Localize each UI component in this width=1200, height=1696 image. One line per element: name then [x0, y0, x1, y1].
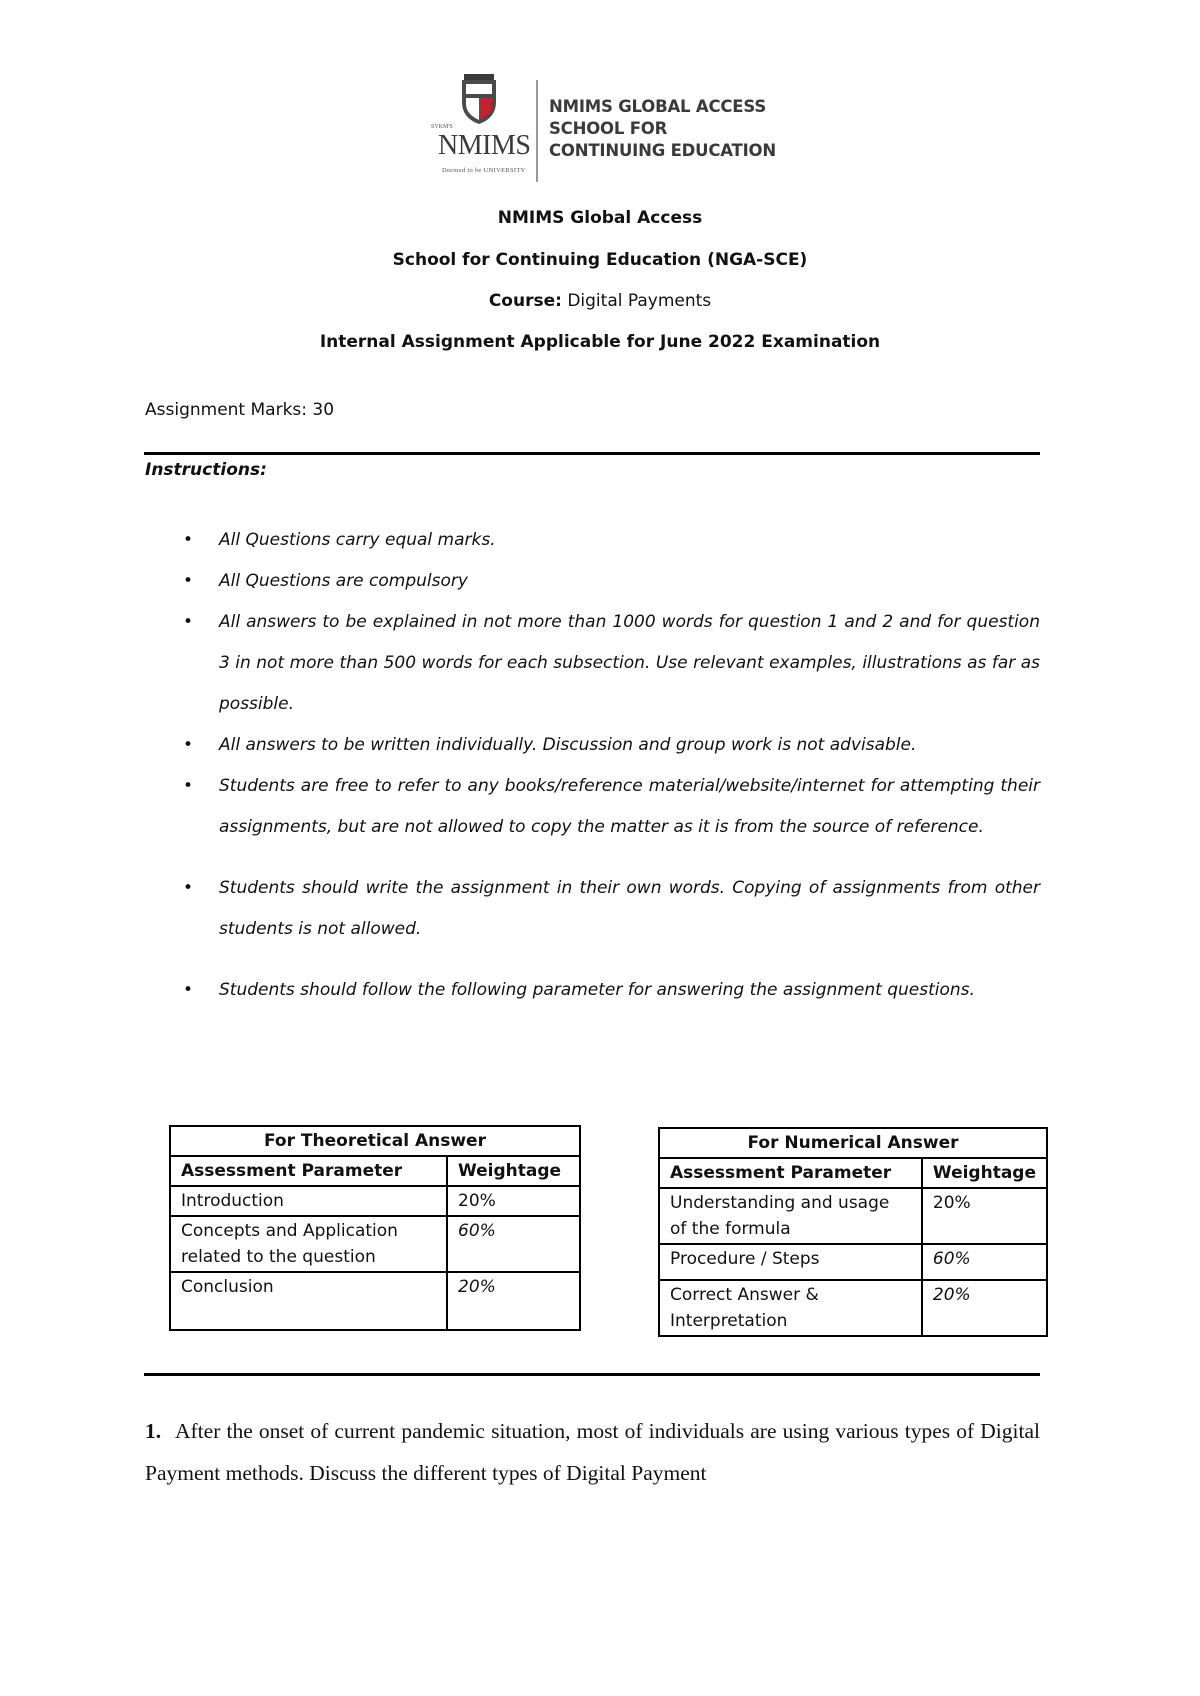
table-row: [659, 1280, 1047, 1336]
course-label: Course:: [488, 291, 562, 311]
question-1: [145, 1410, 1040, 1494]
assignment-marks: Assignment Marks: 30: [145, 400, 335, 420]
logo-wordmark: [549, 96, 776, 162]
weight-cell: 20%: [922, 1280, 1047, 1336]
instruction-item: • Students are free to refer to any books/reference material/website/internet for attempting their assignments, but are not allowed to copy the matter as it is from the source of reference.: [185, 766, 1040, 848]
table-row: [659, 1188, 1047, 1244]
numerical-col-parameter: Assessment Parameter: [659, 1158, 922, 1188]
table-row: [170, 1186, 580, 1216]
theoretical-weightage-table: [169, 1125, 581, 1331]
divider-bottom: [144, 1373, 1040, 1376]
theoretical-col-weightage: Weightage: [447, 1156, 580, 1186]
question-text: After the onset of current pandemic situation, most of individuals are using various types of Digital Payment methods. Discuss the different types of Digital Payment: [145, 1419, 1040, 1485]
weight-cell: 60%: [922, 1244, 1047, 1280]
numerical-table-caption: For Numerical Answer: [659, 1128, 1047, 1158]
param-cell: Procedure / Steps: [659, 1244, 922, 1280]
param-cell: Conclusion: [170, 1272, 447, 1330]
instructions-title: Instructions:: [145, 460, 267, 480]
table-row: [170, 1216, 580, 1272]
instruction-item: • Students should follow the following parameter for answering the assignment questions.: [185, 970, 1040, 1011]
theoretical-col-parameter: Assessment Parameter: [170, 1156, 447, 1186]
numerical-col-weightage: Weightage: [922, 1158, 1047, 1188]
assignment-title: Internal Assignment Applicable for June 2022 Examination: [319, 332, 881, 352]
divider-top: [144, 452, 1040, 455]
param-cell: Introduction: [170, 1186, 447, 1216]
param-cell: Concepts and Application related to the question: [170, 1216, 447, 1272]
instruction-item: • All Questions are compulsory: [185, 561, 1040, 602]
logo-svkms-text: SVKM'S: [431, 124, 453, 130]
logo-divider: [536, 80, 538, 182]
nmims-logo: [428, 72, 776, 182]
instructions-list: [185, 520, 1040, 1011]
instruction-item: • All answers to be explained in not more than 1000 words for question 1 and 2 and for question 3 in not more than 500 words for each subsection. Use relevant examples, illustrations as far as possible.: [185, 602, 1040, 725]
instruction-item: • Students should write the assignment in their own words. Copying of assignments from other students is not allowed.: [185, 868, 1040, 950]
theoretical-table-caption: For Theoretical Answer: [170, 1126, 580, 1156]
instruction-item: • All Questions carry equal marks.: [185, 520, 1040, 561]
logo-nmims-text: NMIMS: [438, 130, 531, 161]
param-cell: Correct Answer & Interpretation: [659, 1280, 922, 1336]
course-value: Digital Payments: [567, 291, 712, 311]
weight-cell: 20%: [447, 1186, 580, 1216]
question-number: 1.: [145, 1419, 162, 1443]
logo-line-2: SCHOOL FOR: [549, 119, 668, 138]
instruction-item: • All answers to be written individually. Discussion and group work is not advisable.: [185, 725, 1040, 766]
course-line: [0, 291, 1200, 311]
table-row: [659, 1244, 1047, 1280]
org-name: NMIMS Global Access: [497, 208, 703, 228]
logo-line-1: NMIMS GLOBAL ACCESS: [549, 97, 767, 116]
nmims-crest-icon: [428, 72, 528, 132]
logo-deemed-text: Deemed to be UNIVERSITY: [442, 167, 526, 174]
numerical-weightage-table: [658, 1127, 1048, 1337]
weight-cell: 60%: [447, 1216, 580, 1272]
weight-cell: 20%: [447, 1272, 580, 1330]
table-row: [170, 1272, 580, 1330]
school-name: School for Continuing Education (NGA-SCE): [392, 250, 808, 270]
logo-line-3: CONTINUING EDUCATION: [549, 141, 776, 160]
param-cell: Understanding and usage of the formula: [659, 1188, 922, 1244]
weight-cell: 20%: [922, 1188, 1047, 1244]
